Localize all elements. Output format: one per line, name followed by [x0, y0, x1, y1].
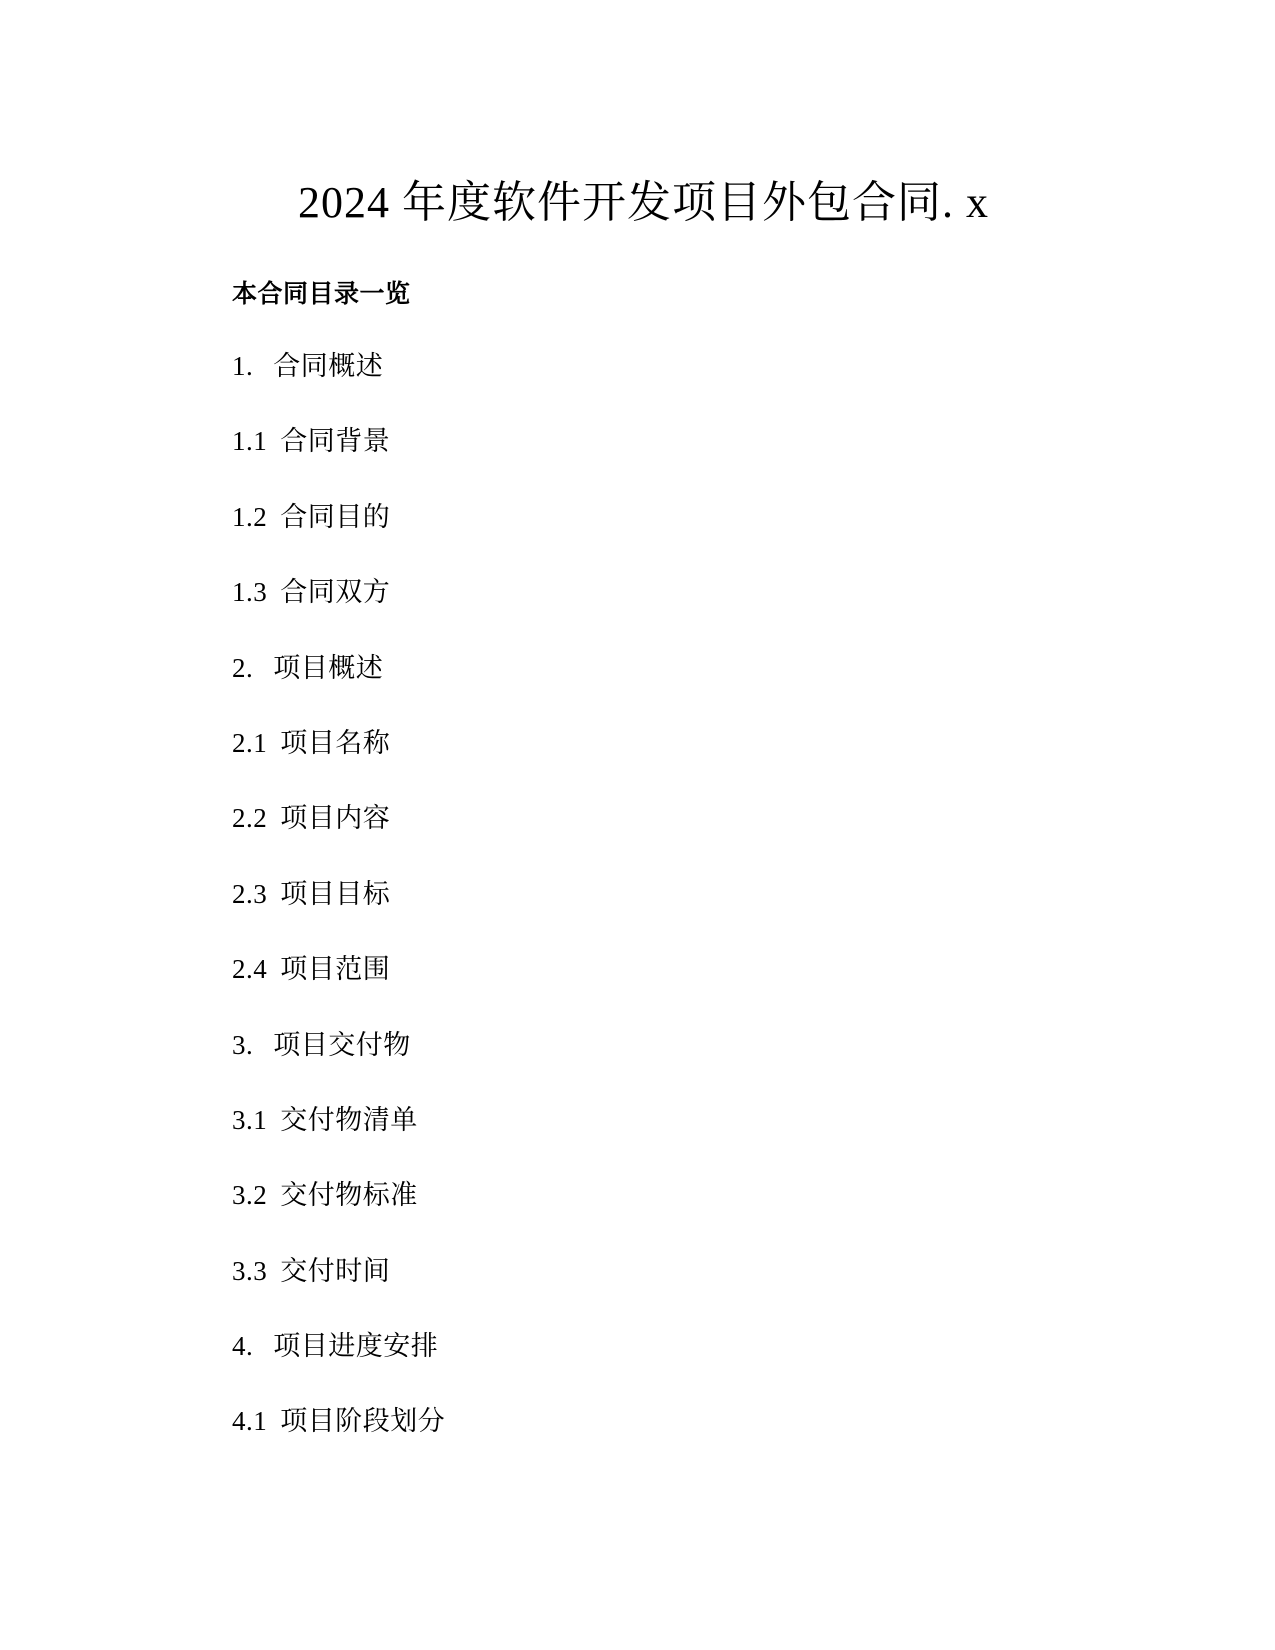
toc-entry-number: 1.2: [232, 501, 268, 532]
toc-entry-label: 项目概述: [273, 652, 384, 683]
table-of-contents: [232, 350, 1155, 1438]
toc-entry-number: 2.3: [232, 878, 268, 909]
toc-entry-label: 合同目的: [280, 501, 391, 532]
toc-entry-number: 2.4: [232, 954, 268, 985]
toc-entry[interactable]: [232, 576, 1155, 608]
toc-entry-label: 交付物清单: [280, 1104, 418, 1135]
toc-entry[interactable]: [232, 1104, 1155, 1136]
toc-entry[interactable]: [232, 1255, 1155, 1287]
toc-entry-number: 3.3: [232, 1255, 268, 1286]
toc-entry-label: 合同背景: [280, 426, 391, 457]
toc-entry-number: 1.1: [232, 426, 268, 457]
toc-entry-number: 3.1: [232, 1104, 268, 1135]
toc-entry-label: 交付物标准: [280, 1180, 418, 1211]
toc-entry-label: 合同概述: [273, 351, 384, 381]
toc-entry-number: 3.: [232, 1029, 254, 1060]
toc-entry-label: 项目名称: [280, 727, 391, 758]
toc-entry-label: 交付时间: [280, 1255, 391, 1286]
toc-entry-number: 2.2: [232, 803, 268, 834]
toc-entry-label: 项目阶段划分: [280, 1406, 446, 1437]
toc-entry[interactable]: [232, 350, 1155, 382]
toc-entry-number: 2.: [232, 652, 254, 683]
toc-heading: 本合同目录一览: [232, 280, 411, 308]
toc-entry-label: 合同双方: [280, 577, 391, 608]
toc-entry[interactable]: [232, 425, 1155, 457]
toc-entry-label: 项目交付物: [273, 1029, 411, 1060]
toc-entry-label: 项目内容: [280, 803, 391, 834]
toc-entry[interactable]: [232, 1330, 1155, 1362]
toc-entry[interactable]: [232, 953, 1155, 985]
toc-entry[interactable]: [232, 1405, 1155, 1437]
toc-entry[interactable]: [232, 1029, 1155, 1061]
toc-entry-number: 1.: [232, 351, 254, 381]
toc-entry-number: 1.3: [232, 577, 268, 608]
toc-entry-number: 2.1: [232, 727, 268, 758]
toc-entry-number: 3.2: [232, 1180, 268, 1211]
toc-entry[interactable]: [232, 878, 1155, 910]
toc-entry-label: 项目进度安排: [273, 1331, 439, 1362]
toc-entry-label: 项目目标: [280, 878, 391, 909]
toc-entry[interactable]: [232, 802, 1155, 834]
toc-entry[interactable]: [232, 1179, 1155, 1211]
toc-entry-label: 项目范围: [280, 954, 391, 985]
toc-entry-number: 4.1: [232, 1406, 268, 1437]
toc-entry[interactable]: [232, 652, 1155, 684]
toc-entry-number: 4.: [232, 1331, 254, 1362]
page-title: 2024 年度软件开发项目外包合同. x: [298, 178, 989, 227]
toc-entry[interactable]: [232, 501, 1155, 533]
toc-entry[interactable]: [232, 727, 1155, 759]
